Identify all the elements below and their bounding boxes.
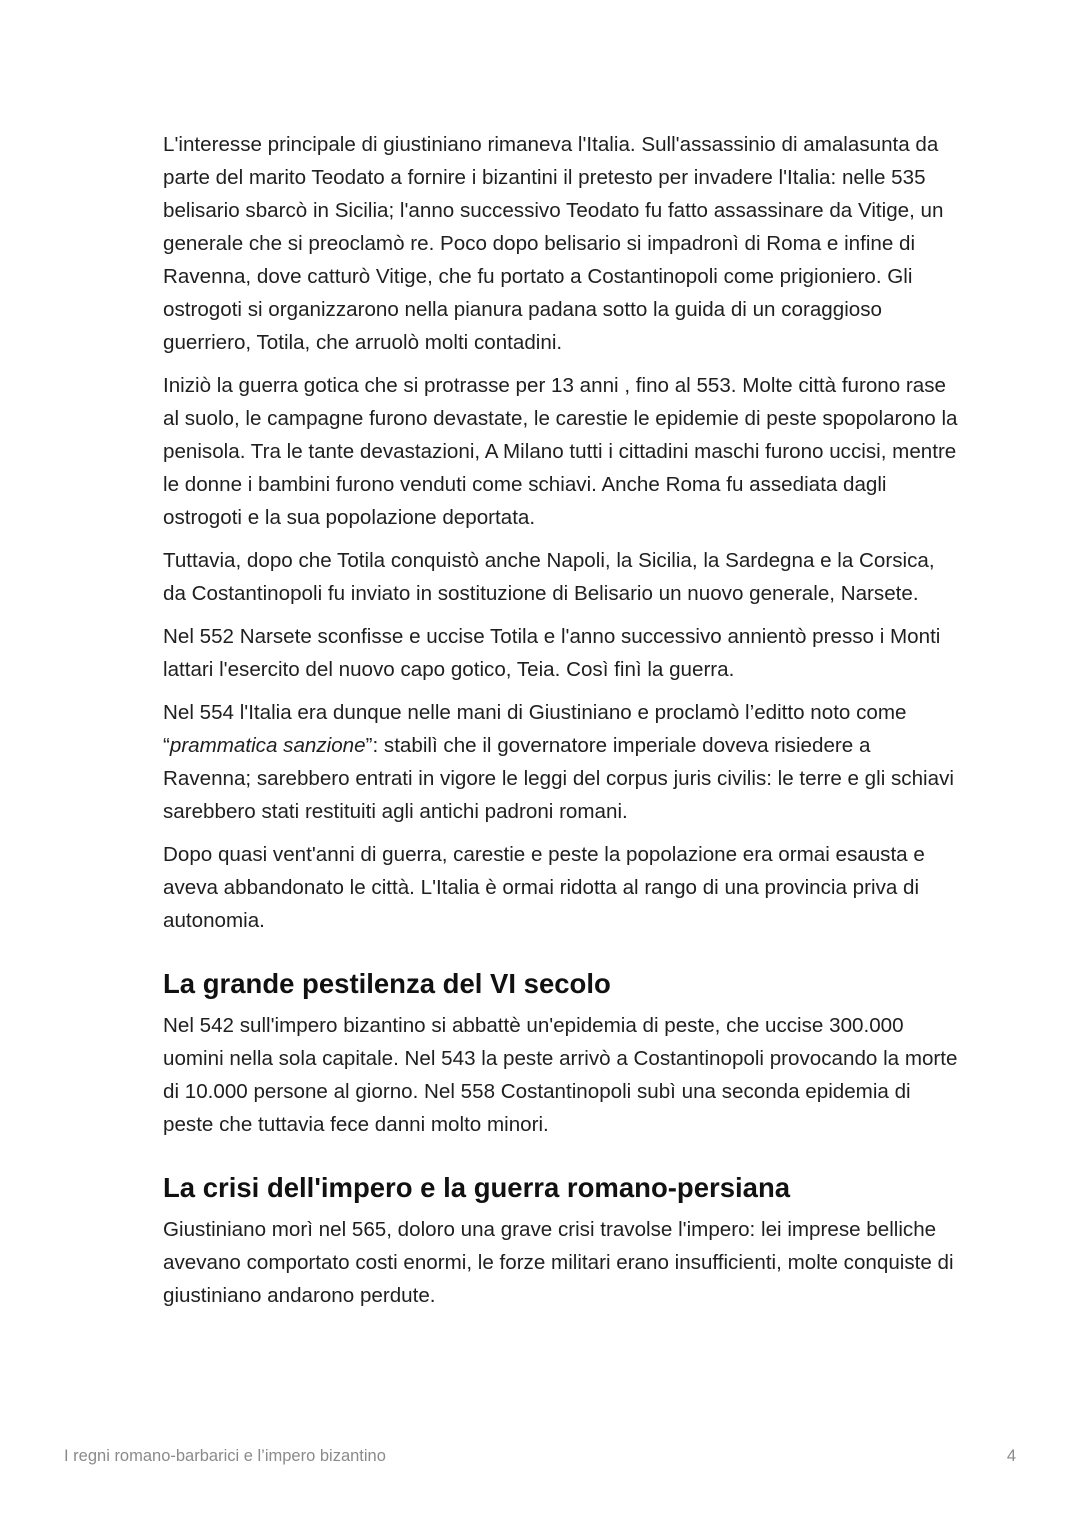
paragraph: L'interesse principale di giustiniano rimaneva l'Italia. Sull'assassinio di amalasunta da parte del marito Teodato a fornire i bizantini il pretesto per invadere l'Italia: nelle 535 belisario sbarcò in Sicilia; l'anno successivo Teodato fu fatto assassinare da Vitige, un generale che si preoclamò re. Poco dopo belisario si impadronì di Roma e infine di Ravenna, dove catturò Vitige, che fu portato a Costantinopoli come prigioniero. Gli ostrogoti si organizzarono nella pianura padana sotto la guida di un coraggioso guerriero, Totila, che arruolò molti contadini.	[163, 133, 944, 354]
paragraph: Giustiniano morì nel 565, doloro una grave crisi travolse l'impero: lei imprese belliche avevano comportato costi enormi, le forze militari erano insufficienti, molte conquiste di giustiniano andarono perdute.	[163, 1218, 954, 1307]
paragraph: Dopo quasi vent'anni di guerra, carestie e peste la popolazione era ormai esausta e aveva abbandonato le città. L'Italia è ormai ridotta al rango di una provincia priva di autonomia.	[163, 843, 925, 932]
footer-document-title: I regni romano-barbarici e l’impero bizantino	[64, 1447, 386, 1465]
paragraph-text-before: Nel 554 l'Italia era dunque nelle mani di Giustiniano e proclamò l’editto noto come “	[163, 701, 907, 757]
italic-term: prammatica sanzione	[169, 734, 366, 757]
page-number: 4	[1006, 1447, 1016, 1465]
section-heading-pestilenza: La grande pestilenza del VI secolo	[163, 968, 611, 999]
paragraph-text-after: ”: stabilì che il governatore imperiale doveva risiedere a Ravenna; sarebbero entrati in vigore le leggi del corpus juris civilis: le terre e gli schiavi sarebbero stati restituiti agli antichi padroni romani.	[163, 734, 954, 823]
section-heading-crisi: La crisi dell'impero e la guerra romano-persiana	[163, 1172, 791, 1203]
paragraph: Tuttavia, dopo che Totila conquistò anche Napoli, la Sicilia, la Sardegna e la Corsica, da Costantinopoli fu inviato in sostituzione di Belisario un nuovo generale, Narsete.	[163, 549, 935, 605]
paragraph: Nel 552 Narsete sconfisse e uccise Totila e l'anno successivo annientò presso i Monti lattari l'esercito del nuovo capo gotico, Teia. Così finì la guerra.	[163, 625, 941, 681]
page-footer	[64, 1447, 1016, 1471]
paragraph: Iniziò la guerra gotica che si protrasse per 13 anni , fino al 553. Molte città furono rase al suolo, le campagne furono devastate, le carestie le epidemie di peste spopolarono la penisola. Tra le tante devastazioni, A Milano tutti i cittadini maschi furono uccisi, mentre le donne i bambini furono venduti come schiavi. Anche Roma fu assediata dagli ostrogoti e la sua popolazione deportata.	[163, 374, 958, 529]
document-body	[163, 128, 963, 1322]
paragraph-prammatica-sanzione	[163, 696, 963, 828]
paragraph: Nel 542 sull'impero bizantino si abbattè un'epidemia di peste, che uccise 300.000 uomini nella sola capitale. Nel 543 la peste arrivò a Costantinopoli provocando la morte di 10.000 persone al giorno. Nel 558 Costantinopoli subì una seconda epidemia di peste che tuttavia fece danni molto minori.	[163, 1014, 958, 1136]
